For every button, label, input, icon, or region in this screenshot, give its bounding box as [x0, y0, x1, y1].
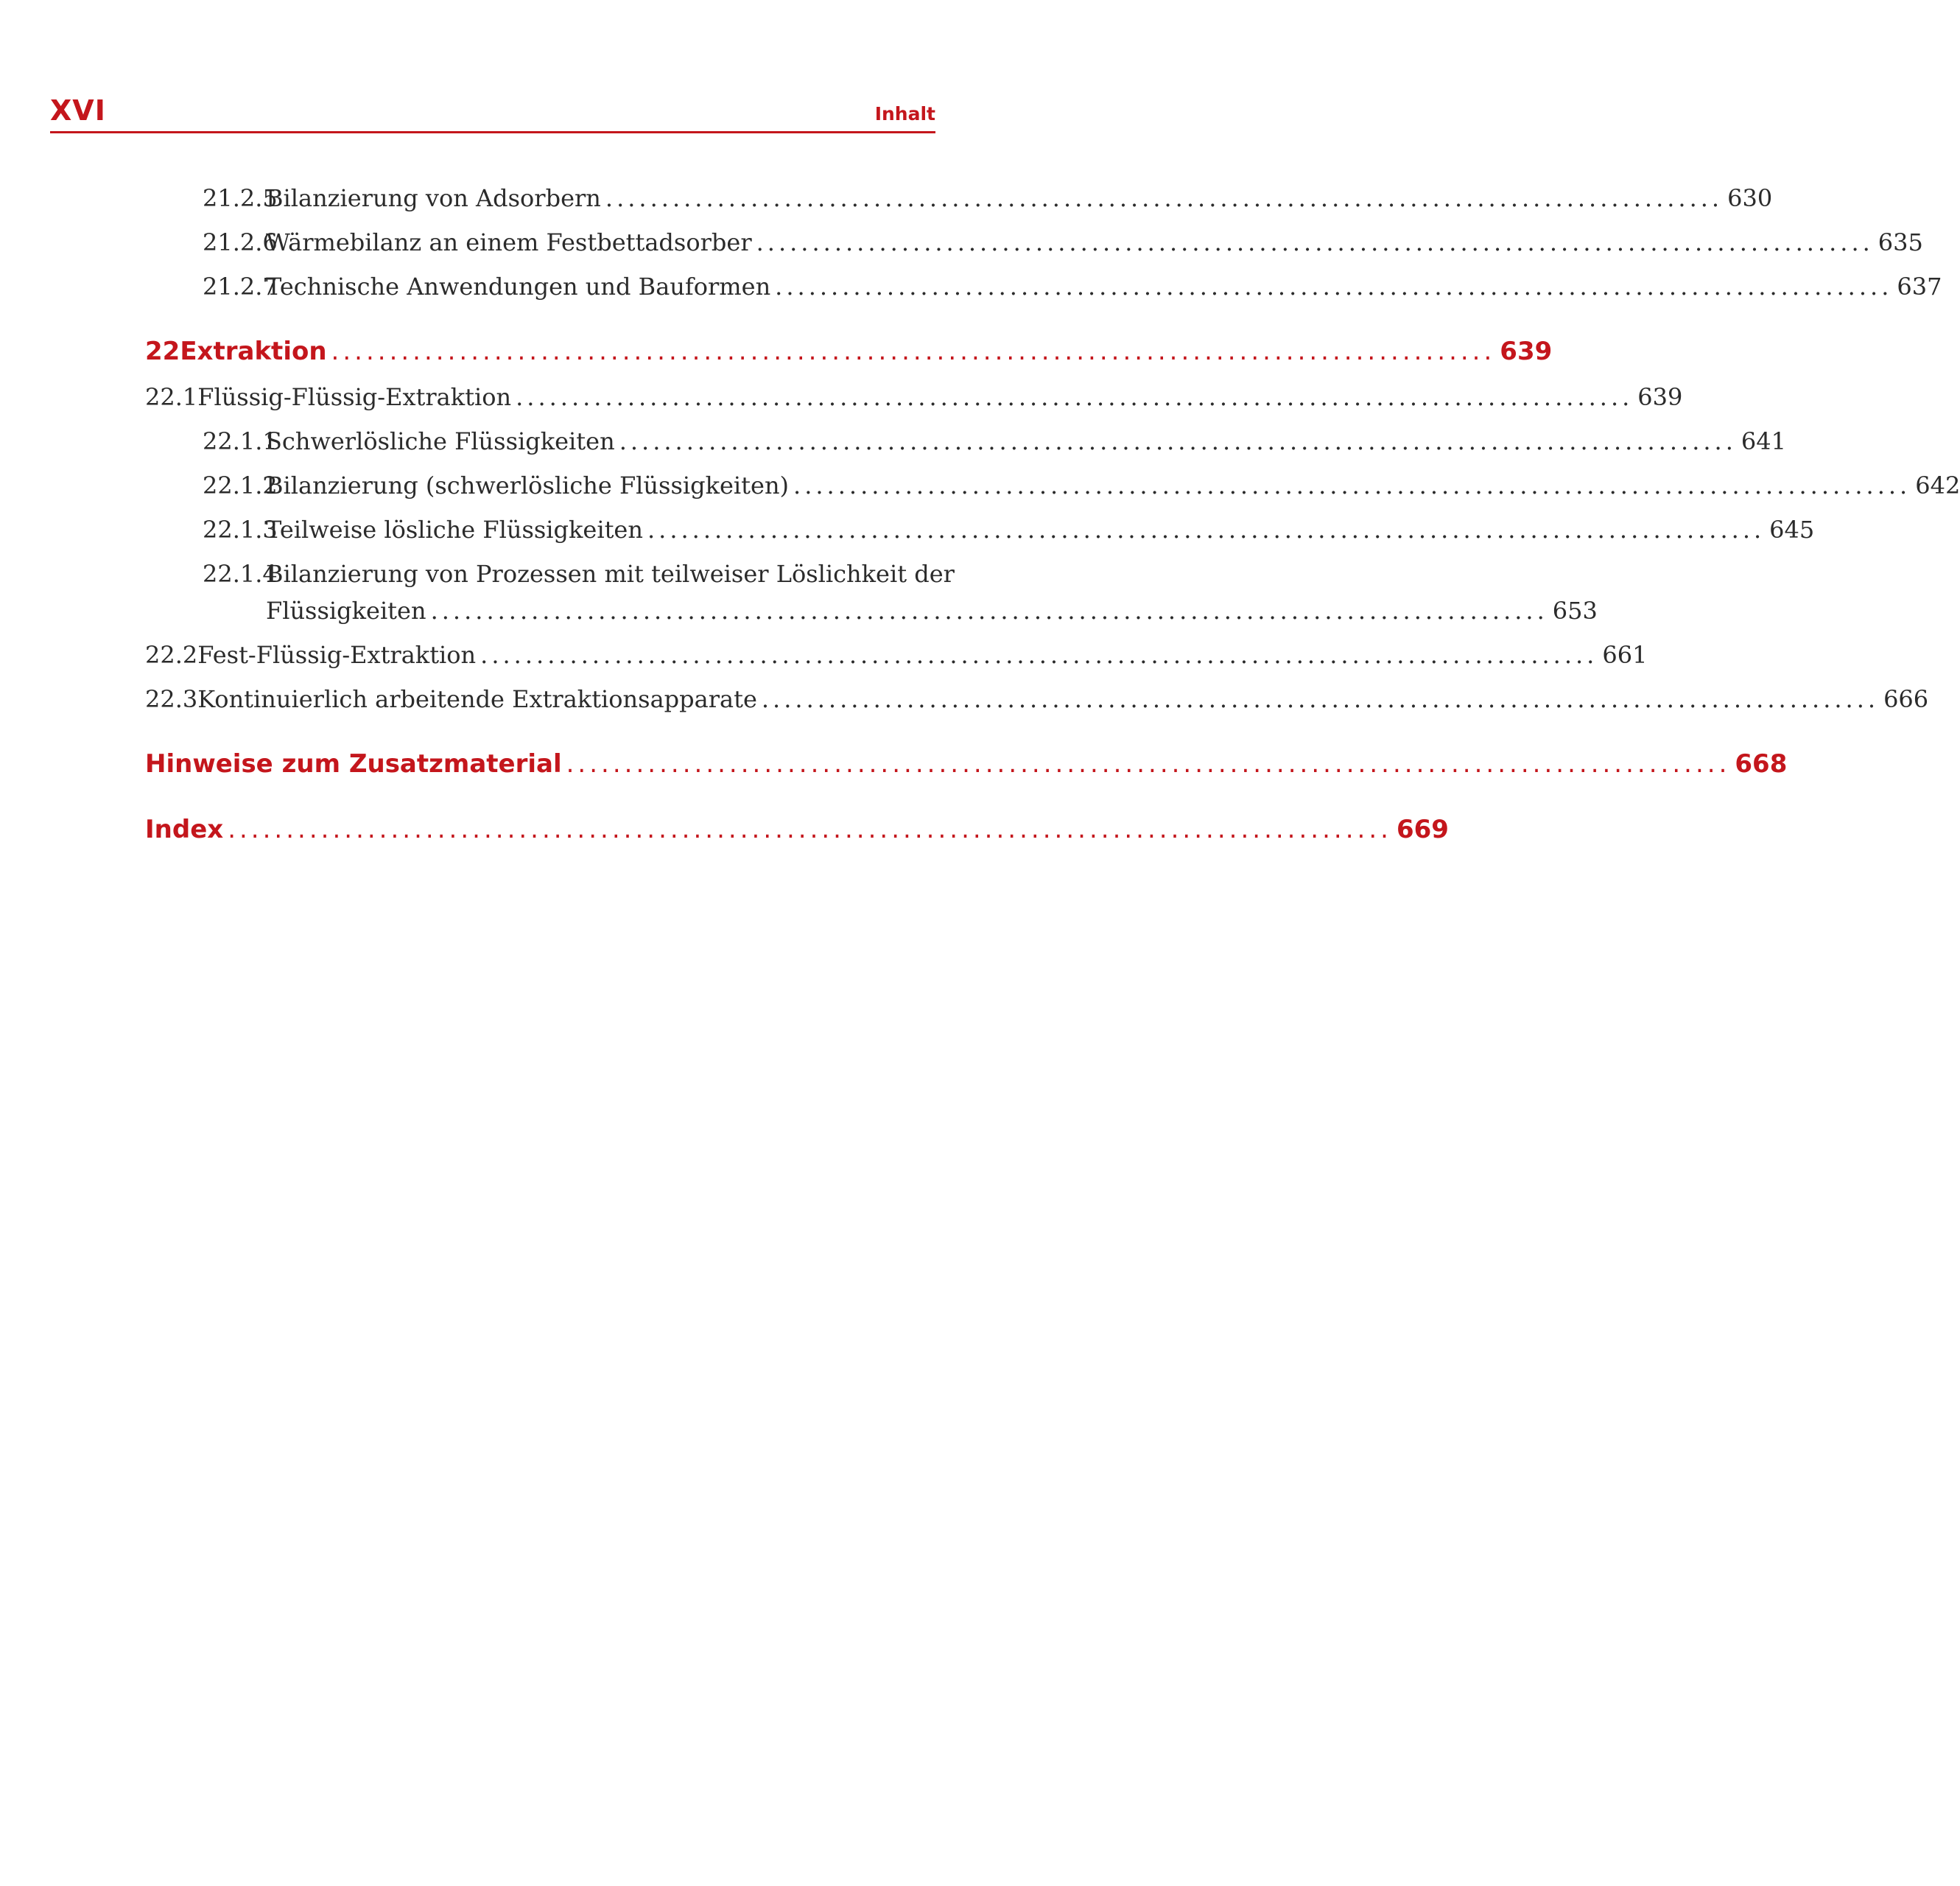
- toc-entry-title: Technische Anwendungen und Bauformen: [266, 273, 771, 301]
- toc-chapter-page: 668: [1735, 749, 1788, 779]
- toc-entry-title: Schwerlösliche Flüssigkeiten: [266, 427, 615, 455]
- toc-chapter-entry[interactable]: [145, 337, 1553, 366]
- toc-entry[interactable]: [203, 516, 1815, 544]
- toc-entry-page: 666: [1883, 685, 1929, 713]
- toc-entry-title: Wärmebilanz an einem Festbettadsorber: [266, 228, 752, 256]
- toc-entry-page: 639: [1637, 383, 1683, 411]
- toc-chapter-entry[interactable]: [145, 749, 1788, 779]
- leader-dots: ....................................................................................................: [619, 427, 1737, 455]
- leader-dots: ....................................................................................................: [605, 184, 1724, 212]
- toc-entry-page: 653: [1552, 597, 1598, 625]
- toc-entry-number: 22.1.2: [203, 472, 278, 499]
- toc-entry-page: 661: [1602, 641, 1648, 669]
- running-section-title: Inhalt: [874, 103, 935, 125]
- toc-entry-number: 22.1.3: [203, 516, 278, 544]
- toc-entry-continuation[interactable]: [266, 597, 1598, 625]
- leader-dots: ....................................................................................................: [430, 597, 1548, 625]
- leader-dots: ....................................................................................................: [756, 228, 1874, 256]
- toc-entry-title-line1: Bilanzierung von Prozessen mit teilweiser Löslichkeit der: [266, 560, 955, 588]
- toc-entry-number: 22.1.1: [203, 427, 278, 455]
- leader-dots: ....................................................................................................: [793, 472, 1911, 499]
- toc-entry-page: 635: [1878, 228, 1923, 256]
- toc-entry-number: 21.2.5: [203, 184, 278, 212]
- toc-entry[interactable]: [203, 273, 1942, 301]
- toc-entry-page: 637: [1897, 273, 1942, 301]
- leader-dots: ....................................................................................................: [647, 516, 1766, 544]
- toc-entry-title: Bilanzierung (schwerlösliche Flüssigkeiten): [266, 472, 790, 499]
- toc-entry-title: Fest-Flüssig-Extraktion: [197, 641, 477, 669]
- leader-dots: ....................................................................................................: [228, 815, 1392, 844]
- toc-entry[interactable]: [203, 560, 955, 588]
- toc-entry-title: Teilweise lösliche Flüssigkeiten: [266, 516, 643, 544]
- toc-entry-number: 21.2.6: [203, 228, 278, 256]
- leader-dots: ....................................................................................................: [480, 641, 1598, 669]
- toc-entry-page: 630: [1727, 184, 1773, 212]
- leader-dots: ....................................................................................................: [775, 273, 1893, 301]
- toc-entry-number: 22.1.4: [203, 560, 278, 588]
- toc-entry[interactable]: [203, 427, 1786, 455]
- toc-chapter-title: Hinweise zum Zusatzmaterial: [145, 749, 562, 779]
- toc-chapter-number: 22: [145, 337, 180, 366]
- toc-entry[interactable]: [203, 184, 1773, 212]
- toc-entry-title: Flüssig-Flüssig-Extraktion: [197, 383, 512, 411]
- toc-entry[interactable]: [145, 685, 1929, 713]
- toc-entry-page: 642: [1915, 472, 1960, 499]
- toc-entry[interactable]: [145, 383, 1683, 411]
- toc-chapter-entry[interactable]: [145, 815, 1449, 844]
- toc-entry-page: 641: [1741, 427, 1786, 455]
- toc-entry-number: 22.3: [145, 685, 198, 713]
- toc-entry-title: Bilanzierung von Adsorbern: [266, 184, 601, 212]
- leader-dots: ....................................................................................................: [516, 383, 1634, 411]
- leader-dots: ....................................................................................................: [761, 685, 1880, 713]
- toc-chapter-title: Index: [145, 815, 224, 844]
- leader-dots: ....................................................................................................: [331, 337, 1496, 366]
- toc-chapter-page: 669: [1396, 815, 1449, 844]
- toc-chapter-page: 639: [1500, 337, 1553, 366]
- toc-entry[interactable]: [203, 228, 1923, 256]
- toc-entry-page: 645: [1769, 516, 1815, 544]
- leader-dots: ....................................................................................................: [566, 749, 1731, 779]
- toc-entry-title: Kontinuierlich arbeitende Extraktionsapparate: [197, 685, 757, 713]
- toc-entry[interactable]: [203, 472, 1960, 499]
- toc-entry-number: 22.1: [145, 383, 198, 411]
- toc-entry-number: 21.2.7: [203, 273, 278, 301]
- toc-entry-title-line2: Flüssigkeiten: [266, 597, 426, 625]
- page-number: XVI: [50, 94, 106, 127]
- toc-entry[interactable]: [145, 641, 1648, 669]
- toc-entry-number: 22.2: [145, 641, 198, 669]
- toc-chapter-title: Extraktion: [180, 337, 327, 366]
